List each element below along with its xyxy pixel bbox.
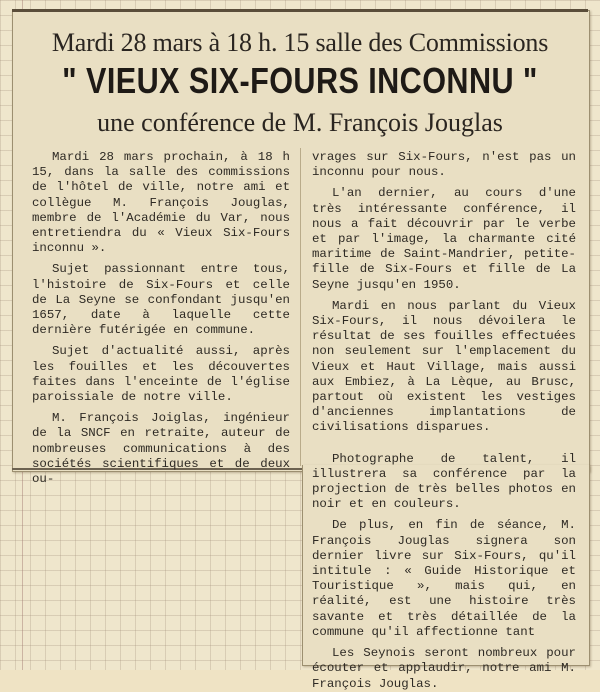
paragraph: Photographe de talent, il illustrera sa conférence par la projection de très belles photos en noir et en couleurs. <box>312 451 576 512</box>
paragraph: Sujet d'actualité aussi, après les fouilles et les découvertes faites dans l'enceinte de l'église paroissiale de notre ville. <box>32 344 290 405</box>
column-divider <box>300 148 301 466</box>
paragraph: L'an dernier, au cours d'une très intéressante conférence, il nous a fait découvrir par le verbe et par l'image, la charmante cité maritime de Saint-Mandrier, petite-fille de Six-Fours et fille de La Seyne jusqu'en 1950. <box>312 186 576 292</box>
clipping-top-rule <box>12 9 588 12</box>
paragraph: Mardi 28 mars prochain, à 18 h 15, dans la salle des commissions de l'hôtel de ville, notre ami et collègue M. François Jouglas, membre de l'Académie du Var, nous entretiendra du « Vieux Six-Fours inconnu ». <box>32 150 290 256</box>
paragraph: De plus, en fin de séance, M. François Jouglas signera son dernier livre sur Six-Fours, qu'il intitule : « Guide Historique et Touristique », mais qui, en réalité, est une histoire très savante et très détaillée de la commune qu'il affectionne tant <box>312 518 576 639</box>
headline-title: " VIEUX SIX-FOURS INCONNU " <box>62 60 538 101</box>
paragraph: M. François Joiglas, ingénieur de la SNCF en retraite, auteur de nombreuses communications à des sociétés scientifiques et de deux ou- <box>32 411 290 487</box>
article-column-right <box>312 150 576 692</box>
paragraph: Les Seynois seront nombreux pour écouter et applaudir, notre ami M. François Jouglas. <box>312 646 576 691</box>
headline-subtitle: une conférence de M. François Jouglas <box>97 108 503 137</box>
article-column-left <box>32 150 290 487</box>
paragraph: Sujet passionnant entre tous, l'histoire de Six-Fours et celle de La Seyne se confondant jusqu'en 1657, date à laquelle cette dernière futérigée en commune. <box>32 262 290 338</box>
headline-date: Mardi 28 mars à 18 h. 15 salle des Commissions <box>51 28 549 57</box>
paragraph: vrages sur Six-Fours, n'est pas un inconnu pour nous. <box>312 150 576 180</box>
paragraph: Mardi en nous parlant du Vieux Six-Fours, il nous dévoilera le résultat de ses fouilles effectuées non seulement sur l'emplacement du Vieux et Haut Village, mais aussi aux Embiez, à La Lèque, au Brusc, partout où existent les vestiges d'anciennes implantations de civilisations disparues. <box>312 298 576 435</box>
